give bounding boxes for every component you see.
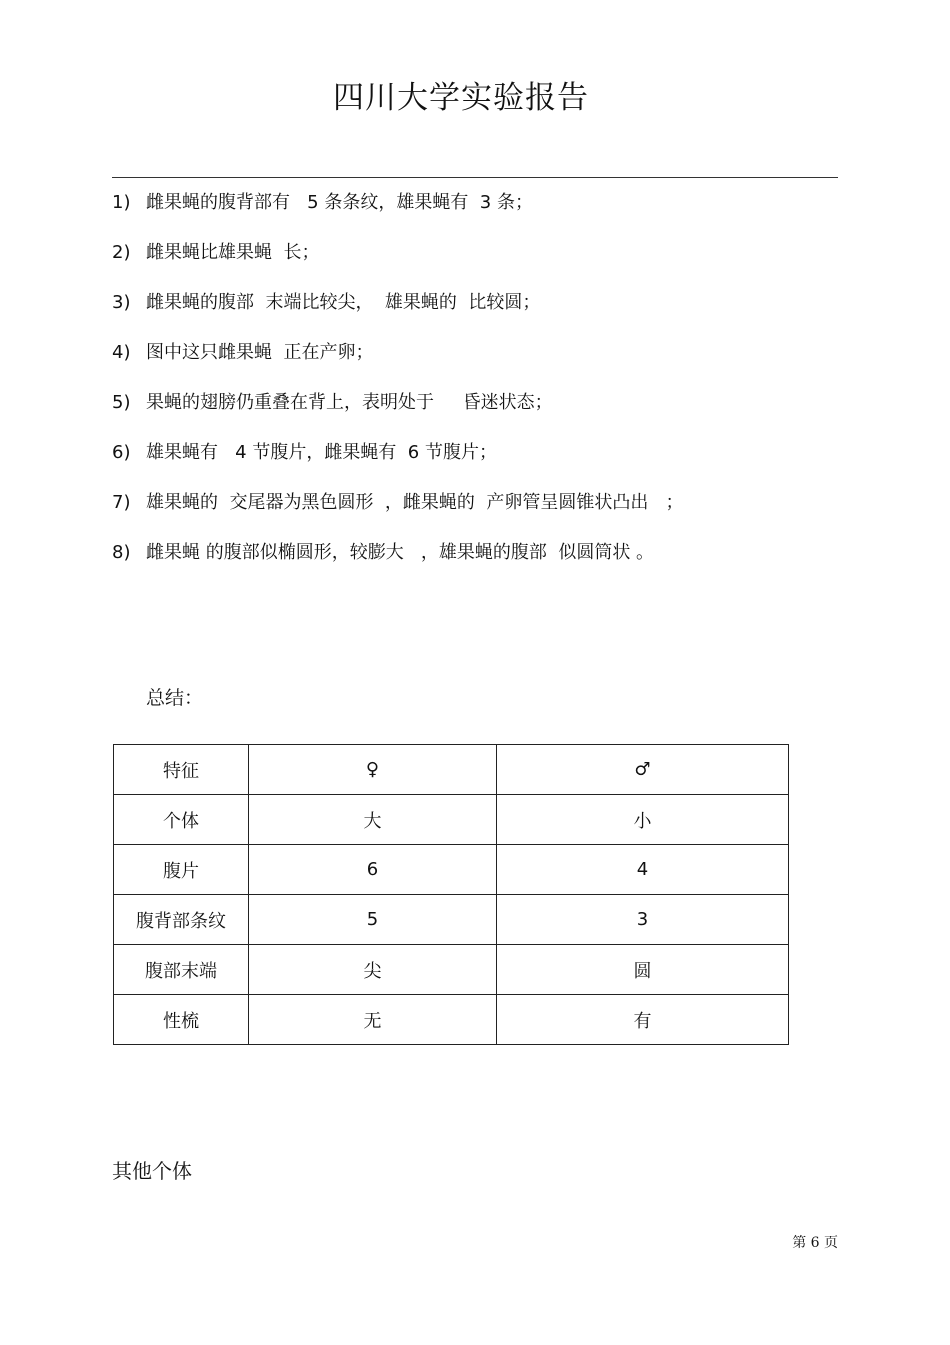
- observation-text: 雄果蝇有 4 节腹片，雌果蝇有 6 节腹片；: [146, 442, 497, 463]
- observation-text: 雌果蝇的腹背部有 5 条条纹，雄果蝇有 3 条；: [146, 192, 533, 213]
- observation-text: 雌果蝇 的腹部似椭圆形，较膨大 ，雄果蝇的腹部 似圆筒状 。: [146, 542, 655, 563]
- observation-text: 雌果蝇的腹部 末端比较尖， 雄果蝇的 比较圆；: [146, 292, 541, 313]
- observation-item: [112, 190, 832, 240]
- observation-number: 4): [112, 342, 131, 363]
- observation-item: [112, 290, 832, 340]
- observation-text: 果蝇的翅膀仍重叠在背上，表明处于 昏迷状态；: [146, 392, 553, 413]
- observation-item: [112, 240, 832, 290]
- table-row: [114, 795, 789, 845]
- header-female-cell: ♀: [249, 745, 497, 795]
- header-male-cell: ♂: [497, 745, 789, 795]
- female-cell: 无: [249, 995, 497, 1045]
- observation-item: [112, 490, 832, 540]
- observation-number: 6): [112, 442, 131, 463]
- observation-number: 1): [112, 192, 131, 213]
- feature-cell: 腹部末端: [114, 945, 249, 995]
- summary-label: 总结：: [146, 687, 204, 709]
- male-cell: 4: [497, 845, 789, 895]
- observation-item: [112, 390, 832, 440]
- male-cell: 3: [497, 895, 789, 945]
- observation-number: 2): [112, 242, 131, 263]
- table-header-row: [114, 745, 789, 795]
- female-cell: 6: [249, 845, 497, 895]
- table-row: [114, 895, 789, 945]
- male-cell: 小: [497, 795, 789, 845]
- observation-number: 8): [112, 542, 131, 563]
- page-number: 第 6 页: [792, 1235, 838, 1251]
- feature-cell: 性梳: [114, 995, 249, 1045]
- female-cell: 5: [249, 895, 497, 945]
- observation-text: 雄果蝇的 交尾器为黑色圆形 ，雌果蝇的 产卵管呈圆锥状凸出 ；: [146, 492, 684, 513]
- observation-item: [112, 440, 832, 490]
- male-cell: 有: [497, 995, 789, 1045]
- other-individuals-heading: 其他个体: [112, 1159, 192, 1183]
- observation-list: [112, 190, 832, 590]
- table-row: [114, 845, 789, 895]
- observation-text: 雌果蝇比雄果蝇 长；: [146, 242, 320, 263]
- observation-number: 5): [112, 392, 131, 413]
- header-feature-cell: 特征: [114, 745, 249, 795]
- observation-item: [112, 340, 832, 390]
- feature-cell: 腹片: [114, 845, 249, 895]
- observation-item: [112, 540, 832, 590]
- summary-table: [113, 744, 789, 1045]
- observation-number: 7): [112, 492, 131, 513]
- title-divider: [112, 177, 838, 178]
- table-row: [114, 945, 789, 995]
- feature-cell: 腹背部条纹: [114, 895, 249, 945]
- female-cell: 大: [249, 795, 497, 845]
- female-cell: 尖: [249, 945, 497, 995]
- observation-number: 3): [112, 292, 131, 313]
- male-cell: 圆: [497, 945, 789, 995]
- report-title: 四川大学实验报告: [333, 80, 589, 116]
- table-row: [114, 995, 789, 1045]
- feature-cell: 个体: [114, 795, 249, 845]
- observation-text: 图中这只雌果蝇 正在产卵；: [146, 342, 374, 363]
